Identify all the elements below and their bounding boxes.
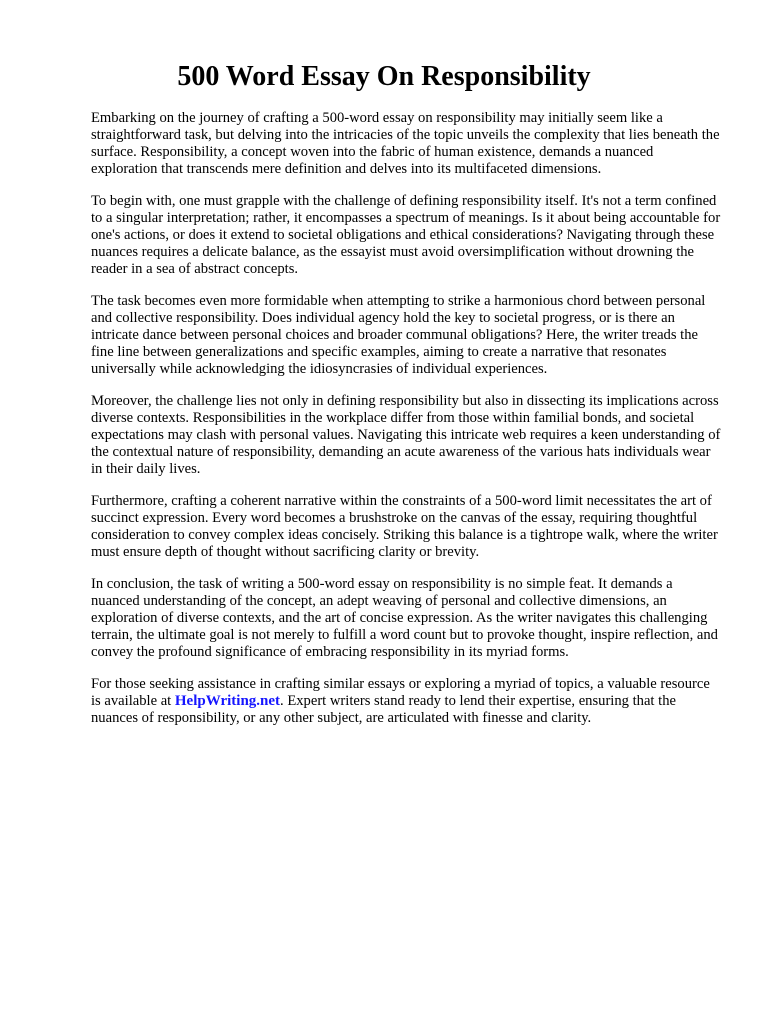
paragraph-defining: To begin with, one must grapple with the challenge of defining responsibility itself. It's not a term confined to a singular interpretation; rather, it encompasses a spectrum of meanings. Is it about being accountable for one's actions, or does it extend to societal obligations and ethical considerations? Navigating through these nuances requires a delicate balance, as the essayist must avoid oversimplification without drowning the reader in a sea of abstract concepts. — [91, 193, 721, 277]
paragraph-personal-collective: The task becomes even more formidable when attempting to strike a harmonious chord between personal and collective responsibility. Does individual agency hold the key to societal progress, or is there an intricate dance between personal choices and broader communal obligations? Here, the writer treads the fine line between generalizations and specific examples, aiming to create a narrative that resonates universally while acknowledging the idiosyncrasies of individual experiences. — [91, 293, 706, 377]
closing-text-after-link: . Expert writers stand ready to lend their expertise, ensuring that the nuances of responsibility, or any other subject, are articulated with finesse and clarity. — [91, 693, 676, 726]
essay-body — [91, 110, 721, 742]
document-title: 500 Word Essay On Responsibility — [177, 61, 591, 92]
closing-text-before-link: For those seeking assistance in crafting similar essays or exploring a myriad of topics, a valuable resource is available at — [91, 676, 710, 709]
paragraph-intro: Embarking on the journey of crafting a 500-word essay on responsibility may initially seem like a straightforward task, but delving into the intricacies of the topic unveils the complexity that lies beneath the surface. Responsibility, a concept woven into the fabric of human existence, demands a nuanced exploration that transcends mere definition and delves into its multifaceted dimensions. — [91, 110, 720, 177]
helpwriting-link[interactable]: HelpWriting.net — [174, 693, 281, 709]
paragraph-conclusion: In conclusion, the task of writing a 500-word essay on responsibility is no simple feat. It demands a nuanced understanding of the concept, an adept weaving of personal and collective dimensions, an exploration of diverse contexts, and the art of concise expression. As the writer navigates this challenging terrain, the ultimate goal is not merely to fulfill a word count but to provoke thought, inspire reflection, and convey the profound significance of embracing responsibility in its myriad forms. — [91, 576, 718, 660]
paragraph-contexts: Moreover, the challenge lies not only in defining responsibility but also in dissecting its implications across diverse contexts. Responsibilities in the workplace differ from those within familial bonds, and societal expectations may clash with personal values. Navigating this intricate web requires a keen understanding of the contextual nature of responsibility, demanding an acute awareness of the various hats individuals wear in their daily lives. — [91, 393, 721, 477]
paragraph-word-limit: Furthermore, crafting a coherent narrative within the constraints of a 500-word limit necessitates the art of succinct expression. Every word becomes a brushstroke on the canvas of the essay, requiring thoughtful consideration to convey complex ideas concisely. Striking this balance is a tightrope walk, where the writer must ensure depth of thought without sacrificing clarity or brevity. — [91, 493, 718, 560]
paragraph-closing — [91, 676, 721, 727]
